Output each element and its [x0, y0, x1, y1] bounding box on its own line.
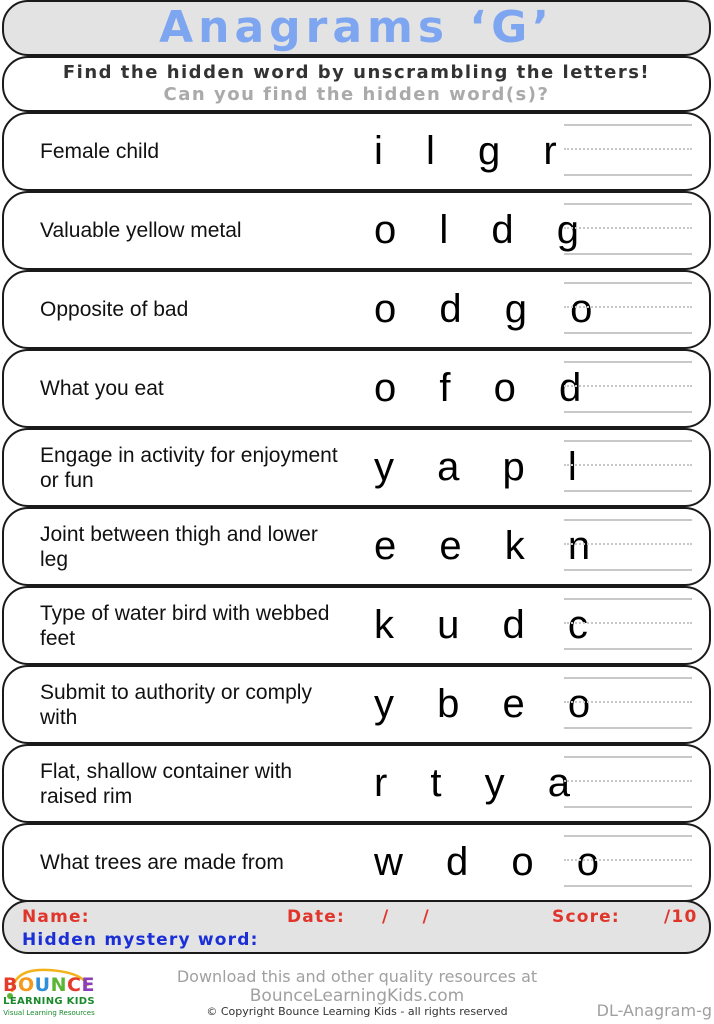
anagram-row	[2, 112, 711, 191]
answer-line[interactable]	[564, 282, 692, 338]
download-notice: Download this and other quality resources at	[176, 967, 538, 986]
clue-text: Joint between thigh and lower leg	[40, 522, 318, 571]
scrambled-letters: i l g r	[374, 129, 571, 173]
logo-subtitle: LEARNING KIDS	[3, 996, 95, 1007]
website-link[interactable]: BounceLearningKids.com	[249, 986, 465, 1006]
worksheet-code: DL-Anagram-g	[596, 1001, 712, 1020]
scrambled-letters: y a p l	[374, 445, 591, 489]
anagram-row	[2, 665, 711, 744]
answer-line[interactable]	[564, 835, 692, 891]
date-label: Date:	[287, 907, 346, 927]
anagram-row	[2, 270, 711, 349]
answer-line[interactable]	[564, 598, 692, 654]
logo-word: BOUNCE	[3, 974, 95, 996]
student-info-panel	[2, 900, 711, 954]
scrambled-letters: e e k n	[374, 524, 605, 568]
clue-text: What trees are made from	[40, 851, 284, 874]
instructions-panel	[2, 56, 711, 112]
score-max: /10	[664, 907, 698, 927]
scrambled-letters: o f o d	[374, 366, 596, 410]
anagram-row	[2, 428, 711, 507]
mystery-word-label: Hidden mystery word:	[22, 930, 259, 950]
anagram-row	[2, 823, 711, 902]
scrambled-letters: r t y a	[374, 761, 585, 805]
scrambled-letters: o d g o	[374, 287, 607, 331]
scrambled-letters: o l d g	[374, 208, 593, 252]
clue-text: Female child	[40, 140, 160, 163]
clue-text: Type of water bird with webbed feet	[40, 601, 330, 650]
name-label: Name:	[22, 907, 90, 927]
answer-line[interactable]	[564, 440, 692, 496]
anagram-row	[2, 349, 711, 428]
answer-line[interactable]	[564, 361, 692, 417]
scrambled-letters: w d o o	[374, 840, 613, 884]
bounce-logo	[2, 966, 96, 1020]
instruction-subtext: Can you find the hidden word(s)?	[163, 84, 550, 105]
clue-text: Submit to authority or comply with	[40, 680, 312, 729]
clue-text: Opposite of bad	[40, 298, 189, 321]
page-title: Anagrams ‘G’	[159, 2, 554, 53]
instruction-text: Find the hidden word by unscrambling the letters!	[62, 62, 651, 83]
answer-line[interactable]	[564, 124, 692, 180]
anagram-row	[2, 507, 711, 586]
clue-text: Valuable yellow metal	[40, 219, 242, 242]
title-banner	[2, 0, 711, 56]
anagram-row	[2, 191, 711, 270]
clue-text: Flat, shallow container with raised rim	[40, 759, 293, 808]
answer-line[interactable]	[564, 756, 692, 812]
anagram-row	[2, 586, 711, 665]
score-label: Score:	[552, 907, 620, 927]
scrambled-letters: y b e o	[374, 682, 605, 726]
date-separators: / /	[382, 907, 430, 927]
anagram-row	[2, 744, 711, 823]
answer-line[interactable]	[564, 677, 692, 733]
logo-tagline: Visual Learning Resources	[3, 1009, 95, 1017]
clue-text: Engage in activity for enjoyment or fun	[40, 443, 338, 492]
answer-line[interactable]	[564, 203, 692, 259]
clue-text: What you eat	[40, 377, 164, 400]
answer-line[interactable]	[564, 519, 692, 575]
copyright-notice: © Copyright Bounce Learning Kids - all rights reserved	[206, 1005, 508, 1018]
scrambled-letters: k u d c	[374, 603, 602, 647]
